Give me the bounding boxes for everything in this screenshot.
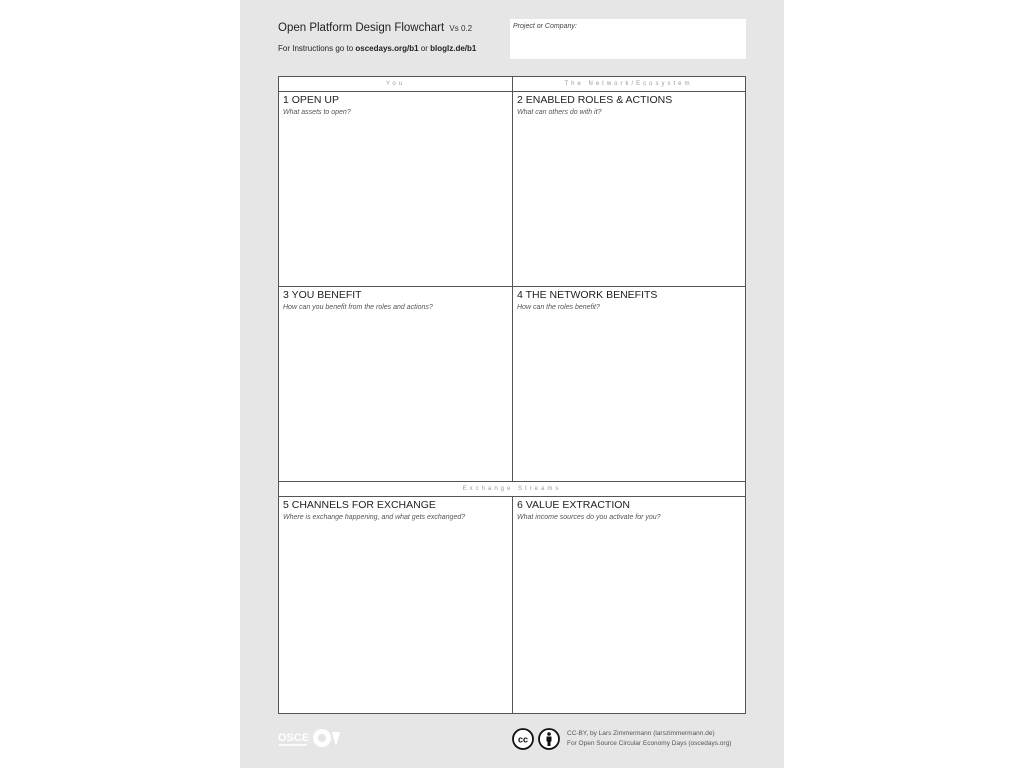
cell-title: 2 ENABLED ROLES & ACTIONS — [517, 94, 673, 106]
license-line-2: For Open Source Circular Economy Days (oscedays.org) — [567, 740, 732, 747]
cell-enabled-roles[interactable] — [513, 92, 745, 287]
instructions-link-oscedays[interactable]: oscedays.org/b1 — [355, 44, 419, 53]
cell-subtitle: What income sources do you activate for you? — [517, 514, 661, 521]
logo-text: OSCE — [278, 732, 310, 744]
version-label: Vs 0.2 — [449, 24, 473, 33]
worksheet-page — [240, 0, 784, 768]
svg-text:cc: cc — [517, 734, 529, 745]
cell-subtitle: How can you benefit from the roles and actions? — [283, 304, 433, 311]
flowchart-grid — [278, 76, 746, 714]
title-text: Open Platform Design Flowchart — [278, 22, 445, 34]
cell-you-benefit[interactable] — [279, 287, 512, 481]
cell-subtitle: What assets to open? — [283, 109, 351, 116]
cell-network-benefits[interactable] — [513, 287, 745, 481]
license-text — [567, 729, 731, 749]
cell-title: 5 CHANNELS FOR EXCHANGE — [283, 499, 436, 511]
instructions-prefix: For Instructions go to — [278, 44, 354, 53]
cell-value-extraction[interactable] — [513, 497, 745, 713]
strip-network: The Network/Ecosystem — [512, 77, 745, 92]
cell-title: 4 THE NETWORK BENEFITS — [517, 289, 658, 301]
cell-channels[interactable] — [279, 497, 512, 713]
instructions-line — [278, 44, 476, 53]
cell-subtitle: How can the roles benefit? — [517, 304, 600, 311]
page-title — [278, 22, 472, 34]
instructions-link-bloglz[interactable]: bloglz.de/b1 — [430, 44, 477, 53]
cell-title: 6 VALUE EXTRACTION — [517, 499, 630, 511]
cell-open-up[interactable] — [279, 92, 512, 287]
cell-subtitle: What can others do with it? — [517, 109, 602, 116]
cell-title: 3 YOU BENEFIT — [283, 289, 362, 301]
divider-vertical-bottom — [512, 497, 513, 713]
project-label: Project or Company: — [513, 23, 577, 30]
instructions-or: or — [420, 44, 428, 53]
cc-by-license-icon — [512, 728, 562, 750]
strip-exchange: Exchange Streams — [279, 481, 745, 497]
cell-title: 1 OPEN UP — [283, 94, 340, 106]
divider-vertical-top — [512, 77, 513, 481]
license-line-1: CC-BY, by Lars Zimmermann (larszimmermann.de) — [567, 730, 715, 737]
cell-subtitle: Where is exchange happening, and what gets exchanged? — [283, 514, 466, 521]
divider-horizontal-mid — [279, 286, 745, 287]
project-field[interactable] — [510, 19, 746, 59]
osce-logo-icon — [278, 726, 358, 752]
strip-you: You — [279, 77, 512, 92]
